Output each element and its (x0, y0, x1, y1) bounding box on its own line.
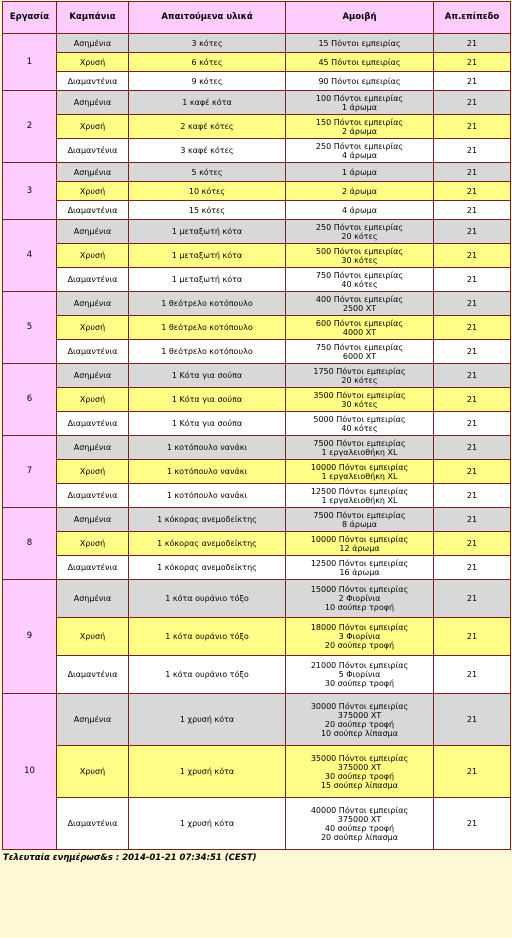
campaign-cell: Ασημένια (57, 220, 129, 244)
reward-line: 10000 Πόντοι εμπειρίας (310, 534, 409, 544)
level-cell: 21 (434, 268, 511, 292)
reward-line: 1 εργαλειοθήκη XL (321, 495, 398, 505)
materials-cell: 1 θεότρελο κοτόπουλο (129, 292, 286, 316)
reward-line: 5 Φιορίνια (338, 670, 381, 679)
reward-line: 12500 Πόντοι εμπειρίας (310, 558, 409, 568)
materials-cell: 1 χρυσή κότα (129, 694, 286, 746)
reward-line: 2500 ΧΤ (342, 303, 377, 313)
reward-line: 15000 Πόντοι εμπειρίας (310, 585, 409, 594)
reward-line: 3 Φιορίνια (338, 632, 381, 641)
reward-line: 2 Φιορίνια (338, 594, 381, 603)
reward-cell (286, 182, 434, 201)
materials-cell: 1 κόκορας ανεμοδείκτης (129, 556, 286, 580)
reward-cell (286, 268, 434, 292)
task-number: 1 (3, 34, 57, 91)
level-cell: 21 (434, 508, 511, 532)
reward-line: 12 άρωμα (339, 543, 380, 553)
level-cell: 21 (434, 484, 511, 508)
campaign-cell: Ασημένια (57, 694, 129, 746)
header-level: Απ.επίπεδο (434, 2, 511, 34)
campaign-cell: Ασημένια (57, 436, 129, 460)
table-row (3, 580, 511, 618)
reward-cell (286, 580, 434, 618)
reward-line: 20 κότες (341, 375, 378, 385)
campaign-cell: Διαμαντένια (57, 556, 129, 580)
level-cell: 21 (434, 798, 511, 850)
campaign-cell: Διαμαντένια (57, 268, 129, 292)
level-cell: 21 (434, 182, 511, 201)
level-cell: 21 (434, 34, 511, 53)
reward-line: 750 Πόντοι εμπειρίας (315, 270, 404, 280)
table-row (3, 694, 511, 746)
campaign-cell: Διαμαντένια (57, 340, 129, 364)
reward-line: 15 σούπερ λίπασμα (320, 780, 399, 790)
materials-cell: 1 κοτόπουλο νανάκι (129, 484, 286, 508)
level-cell: 21 (434, 316, 511, 340)
level-cell: 21 (434, 532, 511, 556)
campaign-cell: Χρυσή (57, 316, 129, 340)
level-cell: 21 (434, 746, 511, 798)
task-number: 5 (3, 292, 57, 364)
reward-line: 12500 Πόντοι εμπειρίας (310, 486, 409, 496)
table-row (3, 268, 511, 292)
task-number: 7 (3, 436, 57, 508)
table-row (3, 656, 511, 694)
reward-cell (286, 115, 434, 139)
reward-line: 500 Πόντοι εμπειρίας (315, 246, 404, 256)
reward-cell (286, 91, 434, 115)
materials-cell: 1 μεταξωτή κότα (129, 268, 286, 292)
task-number: 8 (3, 508, 57, 580)
header-reward: Αμοιβή (286, 2, 434, 34)
level-cell: 21 (434, 436, 511, 460)
level-cell: 21 (434, 139, 511, 163)
header-task: Εργασία (3, 2, 57, 34)
campaign-cell: Ασημένια (57, 364, 129, 388)
materials-cell: 2 καφέ κότες (129, 115, 286, 139)
campaign-cell: Χρυσή (57, 53, 129, 72)
level-cell: 21 (434, 220, 511, 244)
reward-line: 40 κότες (341, 423, 378, 433)
campaign-cell: Διαμαντένια (57, 139, 129, 163)
task-number: 4 (3, 220, 57, 292)
level-cell: 21 (434, 580, 511, 618)
task-number: 10 (3, 694, 57, 850)
reward-cell (286, 163, 434, 182)
materials-cell: 1 κόκορας ανεμοδείκτης (129, 532, 286, 556)
materials-cell: 1 κότα ουράνιο τόξο (129, 618, 286, 656)
table-row (3, 460, 511, 484)
reward-line: 5000 Πόντοι εμπειρίας (313, 414, 406, 424)
level-cell: 21 (434, 656, 511, 694)
level-cell: 21 (434, 556, 511, 580)
reward-line: 15 Πόντοι εμπειρίας (318, 38, 401, 48)
campaign-cell: Χρυσή (57, 460, 129, 484)
campaign-cell: Ασημένια (57, 508, 129, 532)
reward-line: 100 Πόντοι εμπειρίας (315, 93, 404, 103)
header-row (3, 2, 511, 34)
table-row (3, 746, 511, 798)
reward-line: 400 Πόντοι εμπειρίας (315, 294, 404, 304)
reward-cell (286, 656, 434, 694)
reward-line: 4000 ΧΤ (342, 327, 377, 337)
materials-cell: 1 κότα ουράνιο τόξο (129, 580, 286, 618)
reward-line: 375000 ΧΤ (337, 814, 382, 824)
reward-cell (286, 244, 434, 268)
campaign-cell: Διαμαντένια (57, 656, 129, 694)
materials-cell: 10 κότες (129, 182, 286, 201)
table-row (3, 163, 511, 182)
materials-cell: 1 χρυσή κότα (129, 746, 286, 798)
reward-cell (286, 460, 434, 484)
reward-cell (286, 484, 434, 508)
materials-cell: 1 κόκορας ανεμοδείκτης (129, 508, 286, 532)
campaign-cell: Διαμαντένια (57, 201, 129, 220)
table-row (3, 436, 511, 460)
table-row (3, 556, 511, 580)
level-cell: 21 (434, 91, 511, 115)
reward-line: 1 εργαλειοθήκη XL (321, 471, 398, 481)
reward-cell (286, 412, 434, 436)
reward-cell (286, 436, 434, 460)
table-row (3, 115, 511, 139)
campaign-cell: Διαμαντένια (57, 484, 129, 508)
campaign-cell: Ασημένια (57, 292, 129, 316)
task-number: 2 (3, 91, 57, 163)
table-body (3, 34, 511, 850)
reward-cell (286, 746, 434, 798)
table-row (3, 139, 511, 163)
reward-line: 10 σούπερ τροφή (324, 603, 395, 612)
reward-cell (286, 508, 434, 532)
campaign-cell: Χρυσή (57, 532, 129, 556)
reward-line: 20 σούπερ τροφή (324, 719, 395, 729)
level-cell: 21 (434, 618, 511, 656)
reward-line: 30 κότες (341, 255, 378, 265)
table-row (3, 34, 511, 53)
level-cell: 21 (434, 694, 511, 746)
materials-cell: 1 Κότα για σούπα (129, 412, 286, 436)
table-row (3, 798, 511, 850)
table-row (3, 412, 511, 436)
campaign-cell: Διαμαντένια (57, 72, 129, 91)
materials-cell: 9 κότες (129, 72, 286, 91)
materials-cell: 15 κότες (129, 201, 286, 220)
reward-line: 4 άρωμα (341, 150, 378, 160)
table-row (3, 388, 511, 412)
table-row (3, 91, 511, 115)
reward-line: 40 σούπερ τροφή (324, 823, 395, 833)
task-number: 6 (3, 364, 57, 436)
reward-line: 30000 Πόντοι εμπειρίας (310, 701, 409, 711)
level-cell: 21 (434, 292, 511, 316)
reward-line: 35000 Πόντοι εμπειρίας (310, 753, 409, 763)
reward-cell (286, 340, 434, 364)
campaign-cell: Χρυσή (57, 244, 129, 268)
level-cell: 21 (434, 340, 511, 364)
level-cell: 21 (434, 244, 511, 268)
reward-line: 1750 Πόντοι εμπειρίας (313, 366, 406, 376)
table-row (3, 618, 511, 656)
reward-line: 30 σούπερ τροφή (324, 679, 395, 688)
table-row (3, 201, 511, 220)
table-row (3, 182, 511, 201)
reward-line: 20 σούπερ λίπασμα (320, 832, 399, 842)
reward-cell (286, 292, 434, 316)
materials-cell: 1 Κότα για σούπα (129, 364, 286, 388)
campaign-cell: Χρυσή (57, 182, 129, 201)
reward-line: 30 κότες (341, 399, 378, 409)
table-row (3, 244, 511, 268)
materials-cell: 1 κοτόπουλο νανάκι (129, 436, 286, 460)
reward-cell (286, 53, 434, 72)
materials-cell: 1 καφέ κότα (129, 91, 286, 115)
reward-line: 7500 Πόντοι εμπειρίας (313, 438, 406, 448)
reward-line: 90 Πόντοι εμπειρίας (318, 76, 401, 86)
reward-line: 250 Πόντοι εμπειρίας (315, 141, 404, 151)
materials-cell: 1 θεότρελο κοτόπουλο (129, 316, 286, 340)
reward-cell (286, 364, 434, 388)
materials-cell: 1 μεταξωτή κότα (129, 244, 286, 268)
reward-cell (286, 556, 434, 580)
materials-cell: 1 θεότρελο κοτόπουλο (129, 340, 286, 364)
reward-line: 250 Πόντοι εμπειρίας (315, 222, 404, 232)
reward-line: 40 κότες (341, 279, 378, 289)
materials-cell: 3 καφέ κότες (129, 139, 286, 163)
reward-cell (286, 220, 434, 244)
task-number: 9 (3, 580, 57, 694)
table-row (3, 532, 511, 556)
reward-line: 18000 Πόντοι εμπειρίας (310, 623, 409, 632)
table-row (3, 508, 511, 532)
level-cell: 21 (434, 163, 511, 182)
campaign-cell: Διαμαντένια (57, 412, 129, 436)
level-cell: 21 (434, 53, 511, 72)
reward-cell (286, 316, 434, 340)
reward-cell (286, 72, 434, 91)
reward-line: 10000 Πόντοι εμπειρίας (310, 462, 409, 472)
materials-cell: 1 κότα ουράνιο τόξο (129, 656, 286, 694)
table-row (3, 316, 511, 340)
campaign-cell: Ασημένια (57, 580, 129, 618)
reward-line: 40000 Πόντοι εμπειρίας (310, 805, 409, 815)
reward-line: 2 άρωμα (341, 186, 378, 196)
reward-line: 2 άρωμα (341, 126, 378, 136)
table-row (3, 72, 511, 91)
table-row (3, 484, 511, 508)
reward-cell (286, 201, 434, 220)
level-cell: 21 (434, 364, 511, 388)
campaign-cell: Χρυσή (57, 746, 129, 798)
campaign-cell: Ασημένια (57, 34, 129, 53)
reward-line: 45 Πόντοι εμπειρίας (318, 57, 401, 67)
reward-line: 1 άρωμα (341, 102, 378, 112)
campaign-cell: Χρυσή (57, 388, 129, 412)
table-row (3, 292, 511, 316)
campaign-cell: Χρυσή (57, 618, 129, 656)
header-campaign: Καμπάνια (57, 2, 129, 34)
reward-cell (286, 34, 434, 53)
level-cell: 21 (434, 412, 511, 436)
materials-cell: 1 Κότα για σούπα (129, 388, 286, 412)
reward-line: 600 Πόντοι εμπειρίας (315, 318, 404, 328)
materials-cell: 6 κότες (129, 53, 286, 72)
campaign-cell: Ασημένια (57, 163, 129, 182)
reward-line: 375000 ΧΤ (337, 710, 382, 720)
reward-cell (286, 139, 434, 163)
last-updated: Τελευταία ενημέρωσ&s : 2014-01-21 07:34:51 (CEST) (3, 853, 257, 863)
tasks-table (2, 1, 511, 850)
level-cell: 21 (434, 460, 511, 484)
level-cell: 21 (434, 72, 511, 91)
campaign-cell: Χρυσή (57, 115, 129, 139)
reward-line: 150 Πόντοι εμπειρίας (315, 117, 404, 127)
task-number: 3 (3, 163, 57, 220)
level-cell: 21 (434, 388, 511, 412)
materials-cell: 3 κότες (129, 34, 286, 53)
reward-cell (286, 388, 434, 412)
materials-cell: 1 χρυσή κότα (129, 798, 286, 850)
table-row (3, 340, 511, 364)
materials-cell: 5 κότες (129, 163, 286, 182)
reward-line: 7500 Πόντοι εμπειρίας (313, 510, 406, 520)
reward-line: 16 άρωμα (339, 567, 380, 577)
level-cell: 21 (434, 201, 511, 220)
reward-line: 750 Πόντοι εμπειρίας (315, 342, 404, 352)
reward-line: 4 άρωμα (341, 205, 378, 215)
reward-line: 20 κότες (341, 231, 378, 241)
table-row (3, 364, 511, 388)
reward-cell (286, 618, 434, 656)
reward-line: 30 σούπερ τροφή (324, 771, 395, 781)
reward-line: 3500 Πόντοι εμπειρίας (313, 390, 406, 400)
campaign-cell: Ασημένια (57, 91, 129, 115)
reward-cell (286, 694, 434, 746)
materials-cell: 1 κοτόπουλο νανάκι (129, 460, 286, 484)
reward-line: 10 σούπερ λίπασμα (320, 728, 399, 738)
header-materials: Απαιτούμενα υλικά (129, 2, 286, 34)
reward-line: 6000 ΧΤ (342, 351, 377, 361)
table-row (3, 220, 511, 244)
reward-line: 1 άρωμα (341, 167, 378, 177)
level-cell: 21 (434, 115, 511, 139)
reward-line: 21000 Πόντοι εμπειρίας (310, 661, 409, 670)
reward-line: 8 άρωμα (341, 519, 378, 529)
materials-cell: 1 μεταξωτή κότα (129, 220, 286, 244)
table-row (3, 53, 511, 72)
reward-cell (286, 532, 434, 556)
campaign-cell: Διαμαντένια (57, 798, 129, 850)
reward-line: 375000 ΧΤ (337, 762, 382, 772)
reward-line: 1 εργαλειοθήκη XL (321, 447, 398, 457)
reward-cell (286, 798, 434, 850)
reward-line: 20 σούπερ τροφή (324, 641, 395, 650)
